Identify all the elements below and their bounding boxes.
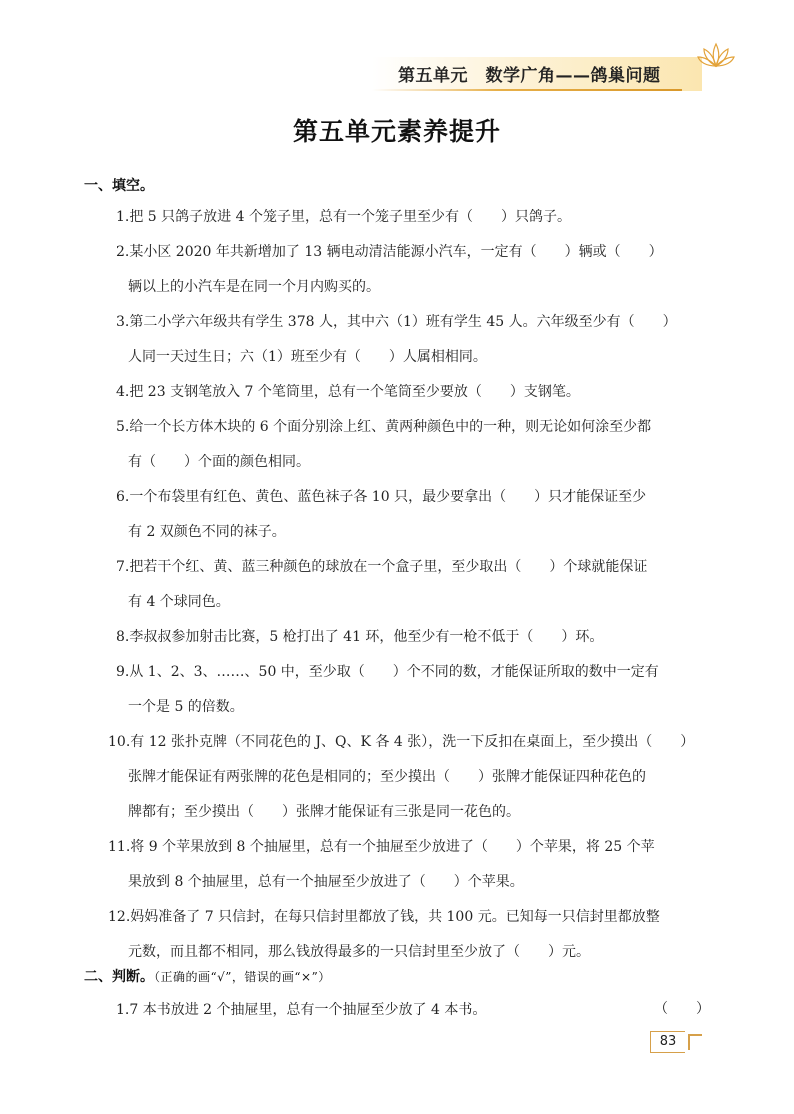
unit-header: 第五单元 数学广角——鸽巢问题 bbox=[398, 66, 661, 86]
question-number: 10. bbox=[108, 734, 131, 750]
question-line bbox=[108, 725, 704, 760]
question-continuation bbox=[116, 515, 712, 550]
question-line bbox=[108, 830, 704, 865]
question-continuation bbox=[116, 690, 712, 725]
question-text: 第二小学六年级共有学生 378 人，其中六（1）班有学生 45 人。六年级至少有（ ） bbox=[129, 314, 677, 330]
question-item bbox=[108, 830, 704, 900]
question-continuation bbox=[116, 270, 712, 305]
question-number: 5. bbox=[116, 419, 130, 435]
question-text: 有 12 张扑克牌（不同花色的 J、Q、K 各 4 张），洗一下反扣在桌面上，至少摸出（ ） bbox=[130, 734, 695, 750]
question-text: 一个布袋里有红色、黄色、蓝色袜子各 10 只，最少要拿出（ ）只才能保证至少 bbox=[129, 489, 647, 505]
question-line bbox=[116, 375, 712, 410]
question-text: 将 9 个苹果放到 8 个抽屉里，总有一个抽屉至少放进了（ ）个苹果，将 25 个苹 bbox=[130, 839, 655, 855]
question-text: 李叔叔参加射击比赛，5 枪打出了 41 环，他至少有一枪不低于（ ）环。 bbox=[129, 629, 604, 645]
question-item bbox=[116, 480, 712, 550]
section-heading-text: 一、填空。 bbox=[84, 178, 154, 194]
question-text: 把 23 支钢笔放入 7 个笔筒里，总有一个笔筒至少要放（ ）支钢笔。 bbox=[129, 384, 580, 400]
question-text: 人同一天过生日；六（1）班至少有（ ）人属相相同。 bbox=[128, 349, 487, 365]
question-continuation bbox=[108, 795, 704, 830]
question-item bbox=[116, 235, 712, 305]
page-title: 第五单元素养提升 bbox=[292, 117, 501, 146]
question-number: 4. bbox=[116, 384, 130, 400]
question-number: 9. bbox=[116, 664, 130, 680]
section-judge-heading bbox=[84, 966, 331, 986]
question-number: 2. bbox=[116, 244, 130, 260]
question-item bbox=[108, 900, 704, 970]
question-continuation bbox=[108, 865, 704, 900]
question-item bbox=[116, 550, 712, 620]
question-text: 把若干个红、黄、蓝三种颜色的球放在一个盒子里，至少取出（ ）个球就能保证 bbox=[129, 559, 648, 575]
question-number: 1. bbox=[116, 209, 130, 225]
lotus-icon bbox=[696, 40, 736, 70]
page-corner-ornament bbox=[688, 1034, 702, 1050]
question-item bbox=[116, 305, 712, 375]
question-number: 6. bbox=[116, 489, 130, 505]
question-text: 给一个长方体木块的 6 个面分别涂上红、黄两种颜色中的一种，则无论如何涂至少都 bbox=[129, 419, 652, 435]
question-continuation bbox=[116, 340, 712, 375]
question-line bbox=[116, 410, 712, 445]
question-text: 妈妈准备了 7 只信封，在每只信封里都放了钱，共 100 元。已知每一只信封里都放整 bbox=[130, 909, 660, 925]
question-line bbox=[116, 620, 712, 655]
question-item bbox=[116, 375, 712, 410]
question-item bbox=[116, 200, 712, 235]
question-line bbox=[116, 235, 712, 270]
question-text: 牌都有；至少摸出（ ）张牌才能保证有三张是同一花色的。 bbox=[128, 804, 520, 820]
page-number: 83 bbox=[650, 1031, 685, 1053]
question-text: 某小区 2020 年共新增加了 13 辆电动清洁能源小汽车，一定有（ ）辆或（ ） bbox=[129, 244, 663, 260]
question-text: 辆以上的小汽车是在同一个月内购买的。 bbox=[128, 279, 380, 295]
judge-text: 7 本书放进 2 个抽屉里，总有一个抽屉至少放了 4 本书。 bbox=[129, 1002, 487, 1018]
question-line bbox=[116, 655, 712, 690]
question-text: 有（ ）个面的颜色相同。 bbox=[128, 454, 310, 470]
question-item bbox=[116, 655, 712, 725]
question-continuation bbox=[116, 585, 712, 620]
question-text: 一个是 5 的倍数。 bbox=[128, 699, 244, 715]
question-line bbox=[116, 305, 712, 340]
question-number: 7. bbox=[116, 559, 130, 575]
question-text: 张牌才能保证有两张牌的花色是相同的；至少摸出（ ）张牌才能保证四种花色的 bbox=[128, 769, 646, 785]
question-number: 11. bbox=[108, 839, 131, 855]
header-underline bbox=[372, 89, 682, 91]
question-text: 把 5 只鸽子放进 4 个笼子里，总有一个笼子里至少有（ ）只鸽子。 bbox=[129, 209, 571, 225]
question-text: 有 2 双颜色不同的袜子。 bbox=[128, 524, 286, 540]
question-line bbox=[116, 550, 712, 585]
question-line bbox=[116, 480, 712, 515]
section-heading-text: 二、判断。 bbox=[84, 969, 154, 985]
question-text: 元数，而且都不相同，那么钱放得最多的一只信封里至少放了（ ）元。 bbox=[128, 944, 590, 960]
question-item bbox=[116, 620, 712, 655]
question-text: 从 1、2、3、……、50 中，至少取（ ）个不同的数，才能保证所取的数中一定有 bbox=[129, 664, 659, 680]
question-number: 3. bbox=[116, 314, 130, 330]
question-number: 8. bbox=[116, 629, 130, 645]
section-heading-note: （正确的画“√”，错误的画“×”） bbox=[154, 970, 331, 984]
question-continuation bbox=[116, 445, 712, 480]
judge-answer-blank[interactable]: （ ） bbox=[654, 1001, 710, 1017]
section-fill-blank-heading bbox=[84, 175, 154, 195]
question-line bbox=[108, 900, 704, 935]
question-item bbox=[116, 410, 712, 480]
question-item bbox=[108, 725, 704, 830]
judge-item bbox=[116, 993, 712, 1028]
question-number: 12. bbox=[108, 909, 131, 925]
question-continuation bbox=[108, 760, 704, 795]
question-text: 有 4 个球同色。 bbox=[128, 594, 230, 610]
question-continuation bbox=[108, 935, 704, 970]
question-text: 果放到 8 个抽屉里，总有一个抽屉至少放进了（ ）个苹果。 bbox=[128, 874, 524, 890]
question-line bbox=[116, 200, 712, 235]
judge-number: 1. bbox=[116, 1002, 130, 1018]
